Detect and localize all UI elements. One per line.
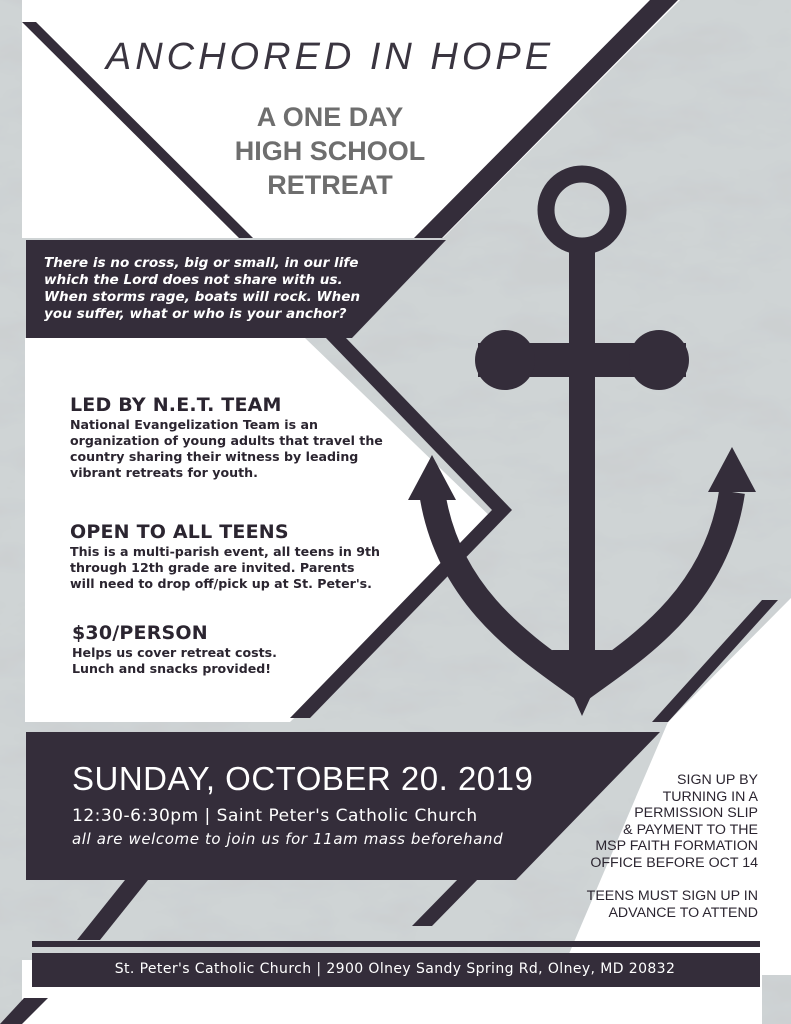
quote-line: There is no cross, big or small, in our life — [44, 255, 359, 271]
quote-line: When storms rage, boats will rock. When — [44, 289, 361, 305]
signup-line: TEENS MUST SIGN UP IN — [586, 888, 758, 904]
section-body — [70, 544, 400, 592]
signup-instructions — [566, 772, 758, 921]
quote-line: you suffer, what or who is your anchor? — [44, 306, 347, 322]
quote-line: which the Lord does not share with us. — [44, 272, 343, 288]
signup-line: & PAYMENT TO THE — [623, 821, 758, 838]
signup-spacer — [566, 871, 758, 888]
section-heading: OPEN TO ALL TEENS — [70, 521, 289, 543]
subtitle-line: RETREAT — [267, 170, 393, 200]
event-date: SUNDAY, OCTOBER 20. 2019 — [72, 760, 534, 797]
section-body-line: will need to drop off/pick up at St. Peter's. — [70, 576, 372, 591]
mass-note: all are welcome to join us for 11am mass beforehand — [72, 830, 504, 848]
section-body-line: This is a multi-parish event, all teens in 9th — [70, 544, 381, 559]
section-open-to-teens — [70, 521, 400, 592]
signup-line: SIGN UP BY — [677, 772, 758, 788]
signup-line: TURNING IN A — [662, 788, 758, 805]
section-body-line: vibrant retreats for youth. — [70, 465, 258, 480]
signup-line: ADVANCE TO ATTEND — [608, 904, 758, 921]
footer-rule — [32, 941, 760, 947]
subtitle-line: HIGH SCHOOL — [234, 136, 426, 166]
section-body-line: through 12th grade are invited. Parents — [70, 560, 355, 575]
signup-line: OFFICE BEFORE OCT 14 — [590, 854, 758, 871]
section-body-line: Lunch and snacks provided! — [72, 661, 272, 676]
event-title: ANCHORED IN HOPE — [105, 36, 555, 78]
section-body-line: organization of young adults that travel the — [70, 433, 383, 448]
section-heading: $30/PERSON — [72, 622, 208, 644]
subtitle-line: A ONE DAY — [256, 102, 404, 132]
signup-line: MSP FAITH FORMATION — [595, 838, 758, 854]
section-body-line: Helps us cover retreat costs. — [72, 645, 277, 660]
signup-line: PERMISSION SLIP — [634, 805, 758, 821]
section-heading: LED BY N.E.T. TEAM — [70, 394, 282, 416]
section-price — [72, 622, 372, 677]
section-body-line: country sharing their witness by leading — [70, 449, 359, 464]
section-body-line: National Evangelization Team is an — [70, 417, 318, 432]
section-led-by — [70, 394, 400, 481]
event-time-location: 12:30-6:30pm | Saint Peter's Catholic Church — [72, 806, 478, 826]
section-body — [70, 417, 400, 481]
quote-text — [44, 255, 384, 323]
event-subtitle — [170, 100, 490, 202]
footer-address: St. Peter's Catholic Church | 2900 Olney Sandy Spring Rd, Olney, MD 20832 — [114, 961, 676, 977]
section-body — [72, 645, 372, 677]
